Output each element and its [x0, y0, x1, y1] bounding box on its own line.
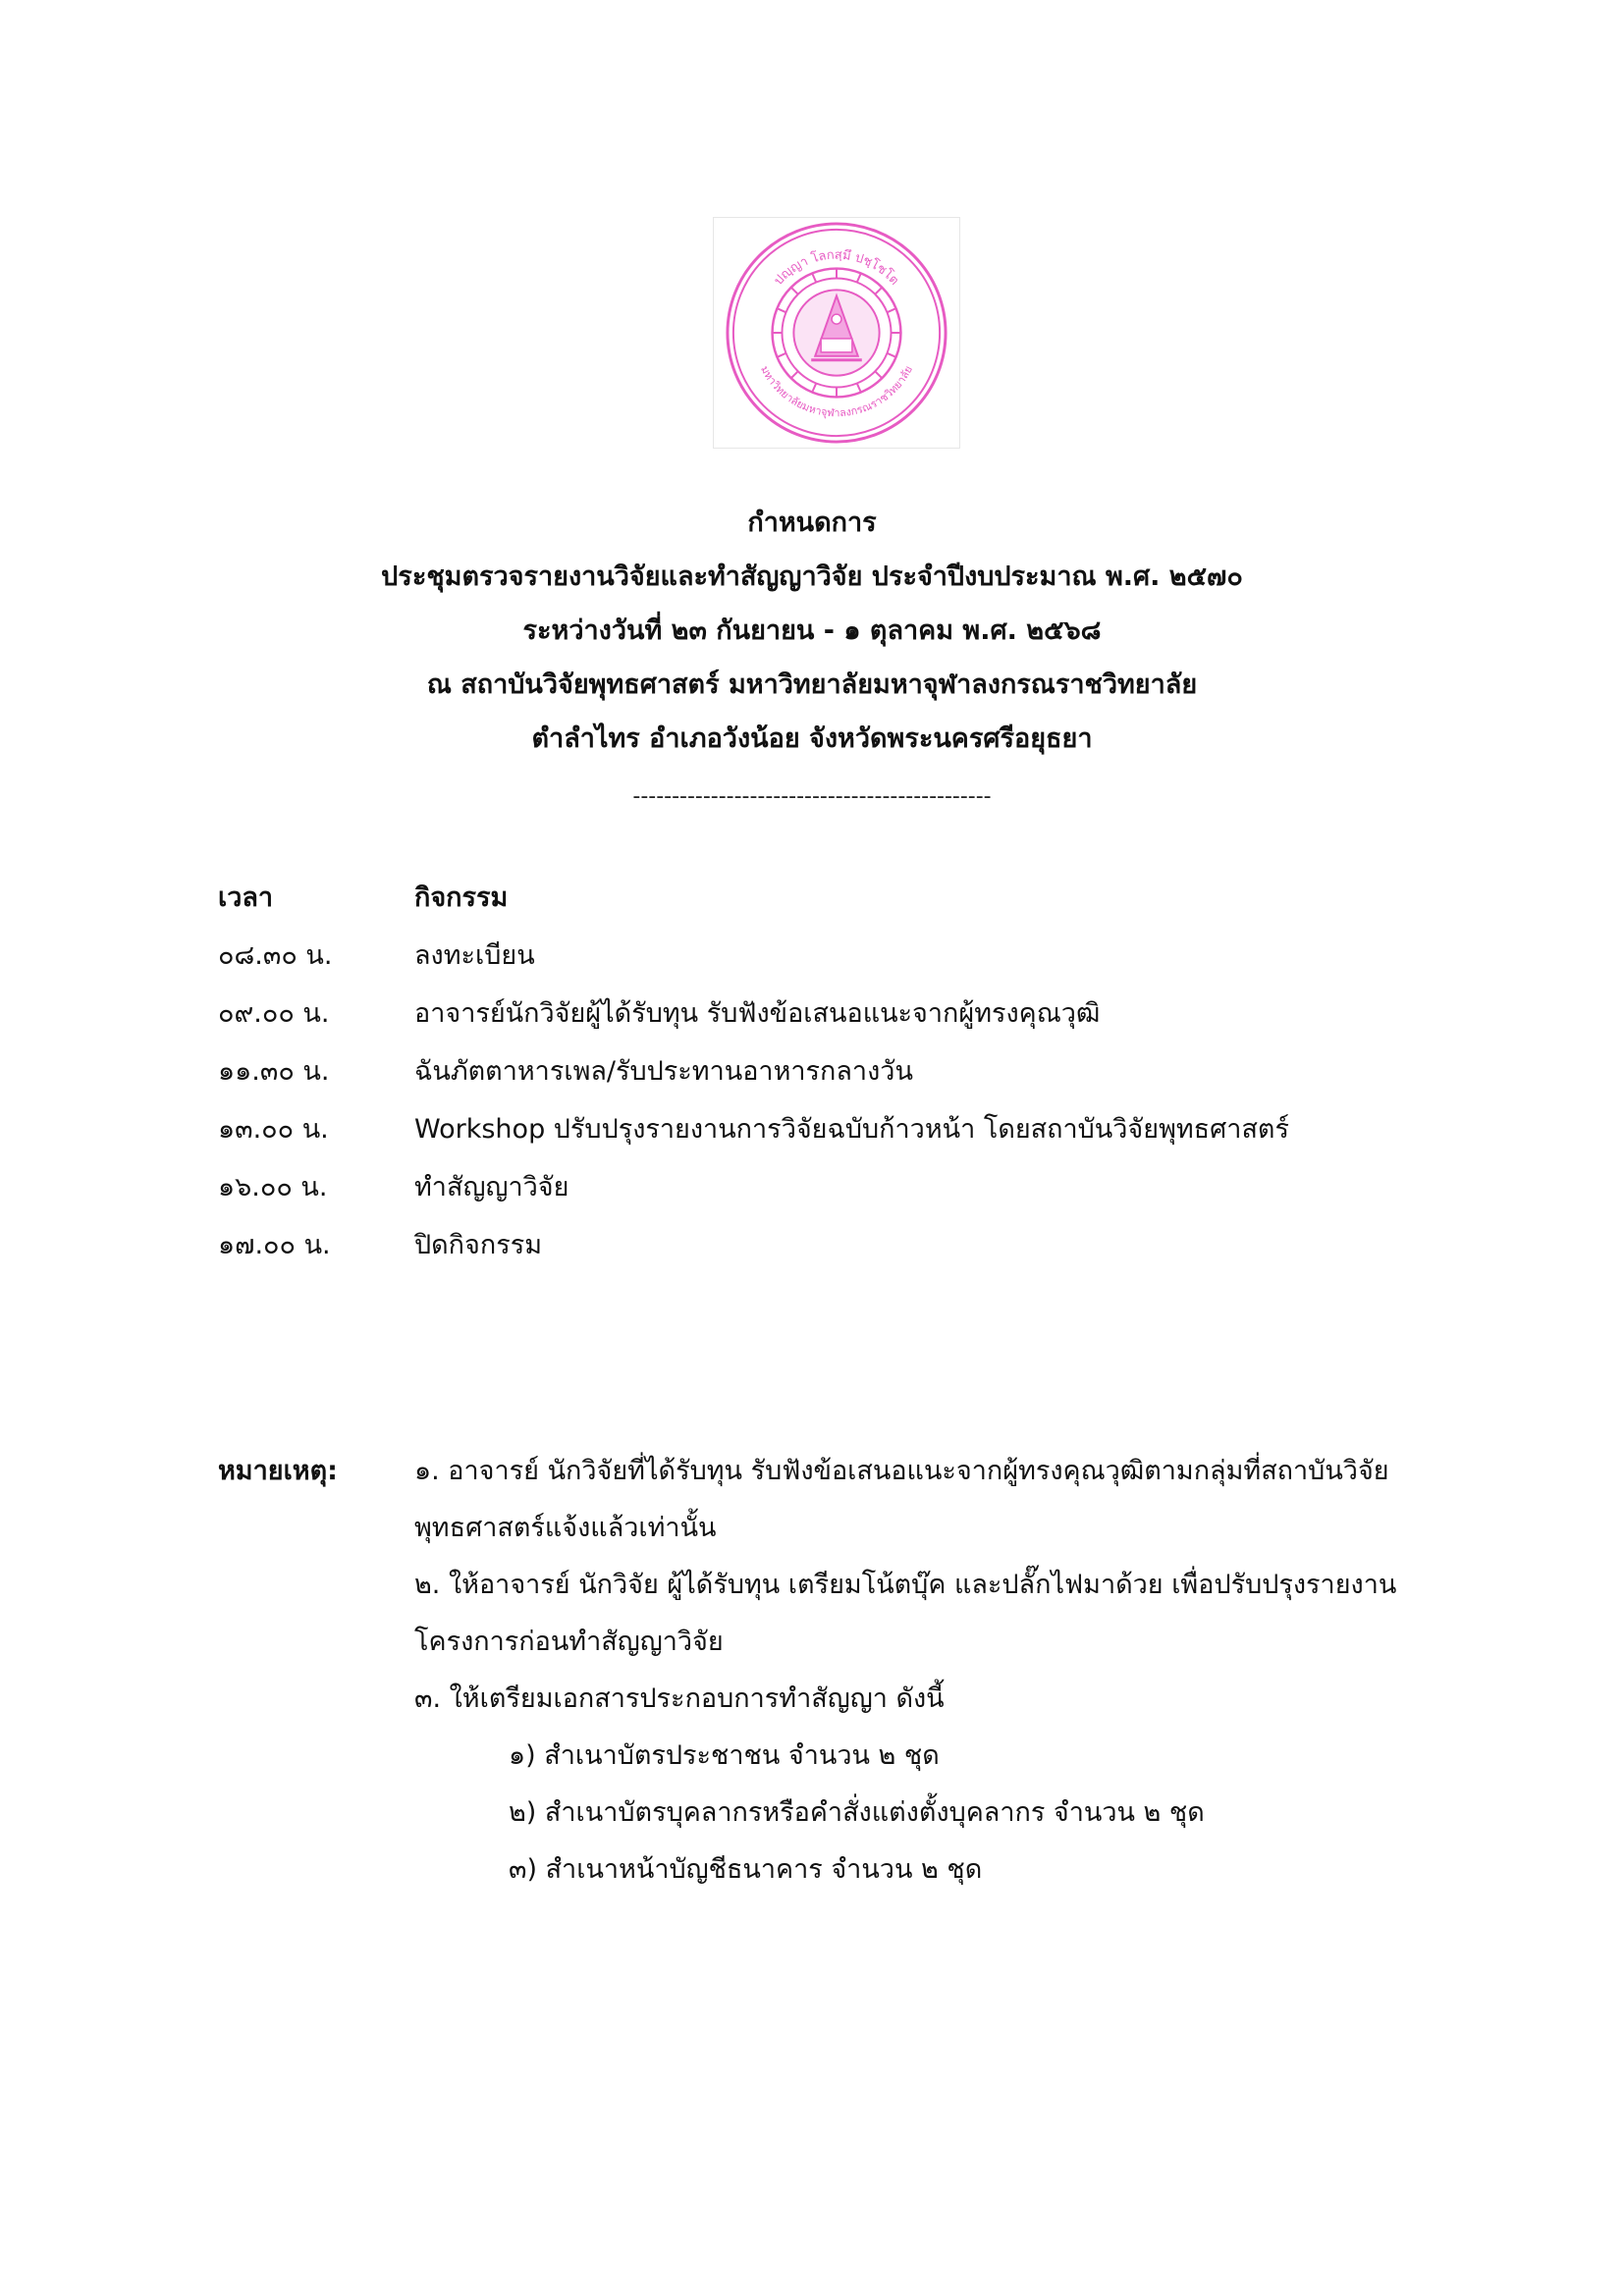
note-item-2: ๒. ให้อาจารย์ นักวิจัย ผู้ได้รับทุน เตรียมโน้ตบุ๊ค และปลั๊กไฟมาด้วย เพื่อปรับปรุงรายงาน	[414, 1570, 1397, 1600]
document-list-item: ๒) สำเนาบัตรบุคลากรหรือคำสั่งแต่งตั้งบุคลากร จำนวน ๒ ชุด	[509, 1797, 1205, 1828]
notes-body	[414, 1443, 1455, 1898]
note-item-1: ๑. อาจารย์ นักวิจัยที่ได้รับทุน รับฟังข้อเสนอแนะจากผู้ทรงคุณวุฒิตามกลุ่มที่สถาบันวิจัย	[414, 1456, 1389, 1486]
schedule-header-row	[218, 868, 1455, 926]
note-item-3: ๓. ให้เตรียมเอกสารประกอบการทำสัญญา ดังนี้	[414, 1683, 945, 1714]
schedule-time: ๑๓.๐๐ น.	[218, 1114, 329, 1145]
schedule-row	[218, 984, 1455, 1041]
document-header	[196, 496, 1428, 824]
schedule-table	[218, 868, 1455, 1273]
event-venue: ณ สถาบันวิจัยพุทธศาสตร์ มหาวิทยาลัยมหาจุฬาลงกรณราชวิทยาลัย	[426, 669, 1198, 700]
seal-graphic	[714, 218, 959, 448]
schedule-time: ๑๗.๐๐ น.	[218, 1230, 331, 1260]
document-title: กำหนดการ	[747, 507, 877, 538]
seal-top-text: ปญฺญา โลกสฺมึ ปชฺโชโต	[771, 247, 902, 289]
schedule-activity: ลงทะเบียน	[414, 940, 535, 971]
document-list-item: ๓) สำเนาหน้าบัญชีธนาคาร จำนวน ๒ ชุด	[509, 1854, 983, 1885]
schedule-activity: ทำสัญญาวิจัย	[414, 1172, 569, 1202]
event-name: ประชุมตรวจรายงานวิจัยและทำสัญญาวิจัย ประจำปีงบประมาณ พ.ศ. ๒๕๗๐	[381, 561, 1243, 592]
schedule-activity: Workshop ปรับปรุงรายงานการวิจัยฉบับก้าวหน้า โดยสถาบันวิจัยพุทธศาสตร์	[414, 1114, 1289, 1145]
schedule-activity: อาจารย์นักวิจัยผู้ได้รับทุน รับฟังข้อเสนอแนะจากผู้ทรงคุณวุฒิ	[414, 998, 1101, 1029]
event-dates: ระหว่างวันที่ ๒๓ กันยายน - ๑ ตุลาคม พ.ศ. ๒๕๖๘	[522, 615, 1102, 646]
schedule-activity: ฉันภัตตาหารเพล/รับประทานอาหารกลางวัน	[414, 1056, 913, 1087]
note-item-1-cont: พุทธศาสตร์แจ้งแล้วเท่านั้น	[414, 1513, 717, 1543]
document-list-item: ๑) สำเนาบัตรประชาชน จำนวน ๒ ชุด	[509, 1740, 940, 1771]
schedule-time: ๐๘.๓๐ น.	[218, 940, 333, 971]
university-seal-icon	[713, 217, 960, 449]
schedule-row	[218, 1099, 1455, 1157]
schedule-row	[218, 1041, 1455, 1099]
schedule-time: ๐๙.๐๐ น.	[218, 998, 330, 1029]
schedule-row	[218, 926, 1455, 984]
event-location: ตำลำไทร อำเภอวังน้อย จังหวัดพระนครศรีอยุธยา	[531, 723, 1093, 754]
note-item-2-cont: โครงการก่อนทำสัญญาวิจัย	[414, 1627, 724, 1657]
time-column-header: เวลา	[218, 882, 274, 913]
activity-column-header: กิจกรรม	[414, 882, 509, 913]
notes-label: หมายเหตุ:	[218, 1456, 338, 1486]
schedule-time: ๑๖.๐๐ น.	[218, 1172, 328, 1202]
schedule-row	[218, 1215, 1455, 1273]
schedule-activity: ปิดกิจกรรม	[414, 1230, 542, 1260]
schedule-time: ๑๑.๓๐ น.	[218, 1056, 330, 1087]
header-divider: ----------------------------------------------	[632, 784, 992, 809]
seal-bottom-text: มหาวิทยาลัยมหาจุฬาลงกรณราชวิทยาลัย	[758, 363, 915, 420]
schedule-row	[218, 1157, 1455, 1215]
